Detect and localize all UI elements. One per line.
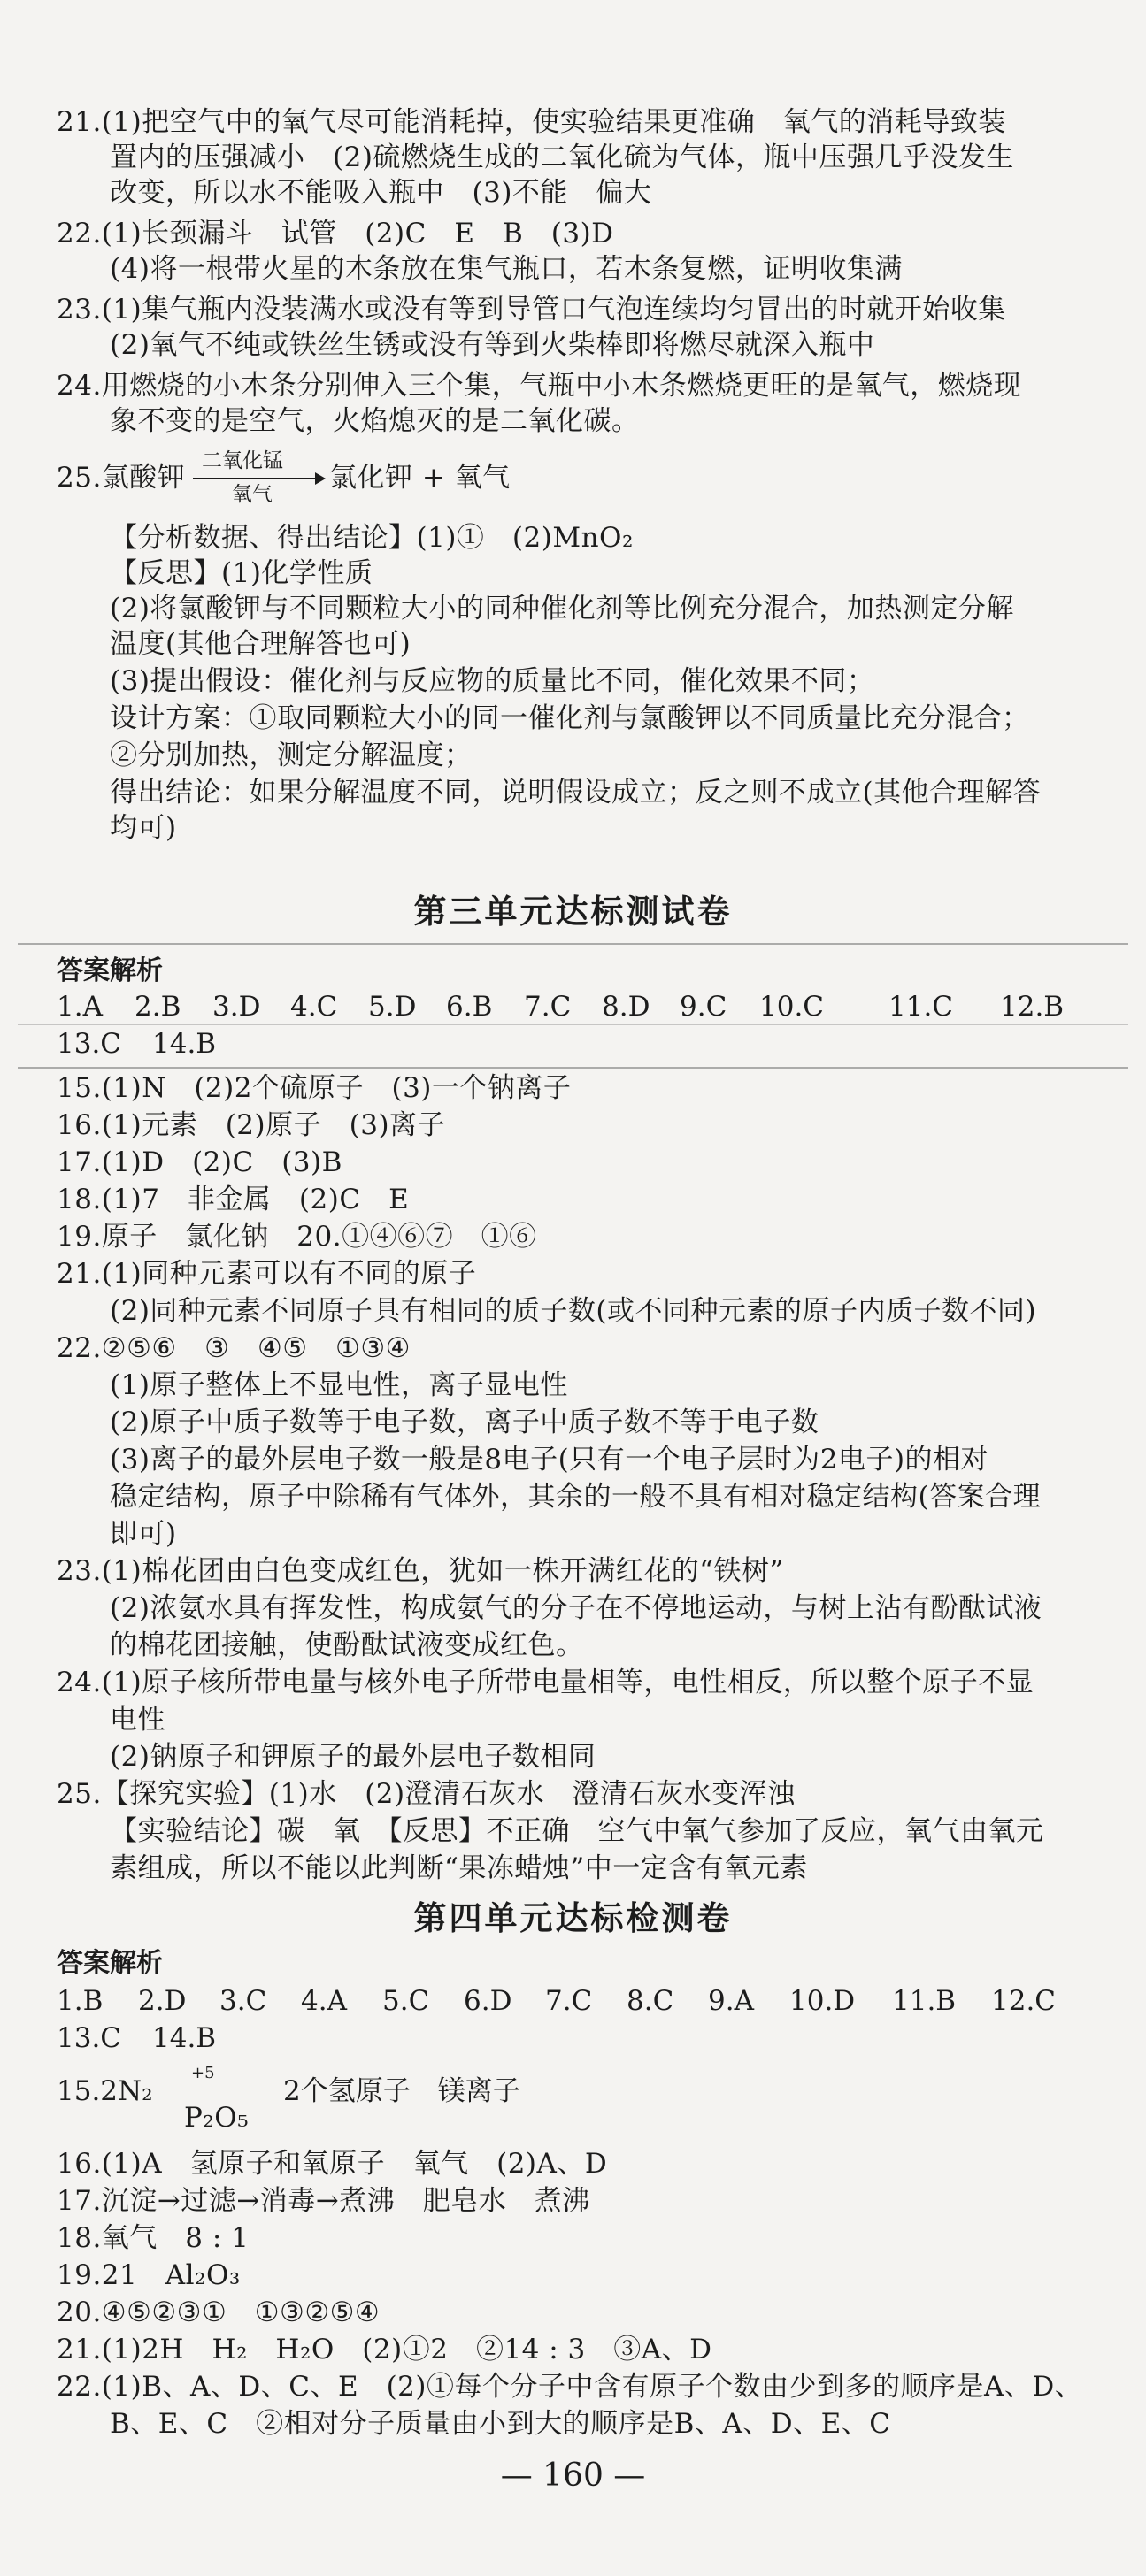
mc-answer: 11.C	[888, 991, 954, 1023]
answer-line: 象不变的是空气，火焰熄灭的是二氧化碳。	[110, 405, 640, 437]
mc-answer: 5.D	[368, 991, 417, 1023]
answer-part: 2个氢原子 镁离子	[283, 2075, 520, 2107]
answer-line: (1)原子整体上不显电性，离子显电性	[110, 1369, 568, 1401]
answer-line: 【分析数据、得出结论】(1)① (2)MnO₂	[110, 522, 634, 554]
answer-line: 23.(1)集气瓶内没装满水或没有等到导管口气泡连续均匀冒出的时就开始收集	[57, 294, 1006, 326]
answer-line: 16.(1)元素 (2)原子 (3)离子	[57, 1109, 446, 1141]
answer-line: 素组成，所以不能以此判断“果冻蜡烛”中一定含有氧元素	[110, 1852, 808, 1884]
mc-answer: 13.C	[57, 2022, 122, 2054]
answer-line: 稳定结构，原子中除稀有气体外，其余的一般不具有相对稳定结构(答案合理	[110, 1481, 1042, 1513]
answer-line: 22.(1)B、A、D、C、E (2)①每个分子中含有原子个数由少到多的顺序是A、D、	[57, 2371, 1083, 2403]
answer-line: 【实验结论】碳 氧 【反思】不正确 空气中氧气参加了反应，氧气由氧元	[110, 1815, 1044, 1847]
mc-answer: 9.C	[680, 991, 727, 1023]
mc-answer: 14.B	[152, 1028, 217, 1060]
mc-answer: 5.C	[382, 1985, 430, 2017]
mc-answer: 6.D	[464, 1985, 512, 2017]
valence-mark: +5	[191, 2064, 215, 2082]
divider	[18, 943, 1128, 945]
equation-condition: 氧气	[232, 483, 273, 506]
answer-line: 19.原子 氯化钠 20.①④⑥⑦ ①⑥	[57, 1221, 537, 1253]
answer-line: (3)离子的最外层电子数一般是8电子(只有一个电子层时为2电子)的相对	[110, 1444, 989, 1476]
section-title: 第四单元达标检测卷	[413, 1899, 733, 1937]
answer-line: 即可)	[110, 1518, 177, 1550]
answer-part: 15.2N₂	[57, 2075, 153, 2107]
reaction-arrow-icon	[193, 478, 324, 479]
answer-line: 得出结论：如果分解温度不同，说明假设成立；反之则不成立(其他合理解答	[110, 777, 1042, 809]
mc-answer: 2.D	[138, 1985, 187, 2017]
mc-answer: 6.B	[446, 991, 493, 1023]
answer-line: 22.②⑤⑥ ③ ④⑤ ①③④	[57, 1332, 411, 1364]
answers-label: 答案解析	[57, 955, 163, 986]
formula-with-valence: P₂O₅	[184, 2102, 250, 2134]
answer-line: 25.【探究实验】(1)水 (2)澄清石灰水 澄清石灰水变浑浊	[57, 1778, 796, 1810]
answer-line: 21.(1)2H H₂ H₂O (2)①2 ②14 : 3 ③A、D	[57, 2334, 712, 2365]
answer-line: 设计方案：①取同颗粒大小的同一催化剂与氯酸钾以不同质量比充分混合；	[110, 702, 1030, 734]
answer-line: (2)氧气不纯或铁丝生锈或没有等到火柴棒即将燃尽就深入瓶中	[110, 329, 875, 361]
answer-line: (2)钠原子和钾原子的最外层电子数相同	[110, 1741, 596, 1773]
answer-line: 18.(1)7 非金属 (2)C E	[57, 1184, 410, 1215]
answer-line: 21.(1)把空气中的氧气尽可能消耗掉，使实验结果更准确 氧气的消耗导致装	[57, 106, 1006, 138]
mc-answer: 7.C	[524, 991, 572, 1023]
mc-answer: 14.B	[152, 2022, 217, 2054]
answer-line: 23.(1)棉花团由白色变成红色，犹如一株开满红花的“铁树”	[57, 1555, 784, 1587]
answer-line: 21.(1)同种元素可以有不同的原子	[57, 1258, 477, 1290]
mc-answer: 10.C	[759, 991, 825, 1023]
answer-line: 16.(1)A 氢原子和氧原子 氧气 (2)A、D	[57, 2148, 608, 2180]
answer-line: (4)将一根带火星的木条放在集气瓶口，若木条复燃，证明收集满	[110, 253, 903, 285]
answer-line: 温度(其他合理解答也可)	[110, 628, 411, 660]
answer-line: (3)提出假设：催化剂与反应物的质量比不同，催化效果不同；	[110, 665, 875, 697]
mc-answer: 3.D	[212, 991, 261, 1023]
mc-answer: 8.D	[602, 991, 650, 1023]
page-number: — 160 —	[500, 2457, 646, 2494]
answer-line: ②分别加热，测定分解温度；	[110, 740, 473, 771]
answer-line: 15.(1)N (2)2个硫原子 (3)一个钠离子	[57, 1072, 572, 1104]
answer-line: 19.21 Al₂O₃	[57, 2259, 241, 2291]
answer-line: 24.(1)原子核所带电量与核外电子所带电量相等，电性相反，所以整个原子不显	[57, 1667, 1034, 1698]
answer-line: 的棉花团接触，使酚酞试液变成红色。	[110, 1629, 584, 1661]
mc-answer: 1.B	[57, 1985, 104, 2017]
mc-answer: 7.C	[545, 1985, 593, 2017]
answer-line: B、E、C ②相对分子质量由小到大的顺序是B、A、D、E、C	[110, 2408, 891, 2440]
mc-answer: 12.C	[991, 1985, 1057, 2017]
equation-catalyst: 二氧化锰	[202, 449, 283, 472]
answer-line: (2)原子中质子数等于电子数，离子中质子数不等于电子数	[110, 1407, 819, 1438]
answer-line: (2)将氯酸钾与不同颗粒大小的同种催化剂等比例充分混合，加热测定分解	[110, 593, 1014, 625]
mc-answer: 10.D	[789, 1985, 856, 2017]
answers-label: 答案解析	[57, 1948, 163, 1979]
answer-line: 22.(1)长颈漏斗 试管 (2)C E B (3)D	[57, 218, 614, 249]
answer-line: 电性	[110, 1704, 165, 1736]
mc-answer: 13.C	[57, 1028, 122, 1060]
mc-answer: 9.A	[708, 1985, 754, 2017]
mc-answer: 11.B	[892, 1985, 957, 2017]
answer-line: 18.氧气 8 : 1	[57, 2222, 250, 2254]
answer-line: 20.④⑤②③① ①③②⑤④	[57, 2296, 381, 2328]
divider	[18, 1067, 1128, 1069]
section-title: 第三单元达标测试卷	[413, 893, 733, 931]
answer-line: 改变，所以水不能吸入瓶中 (3)不能 偏大	[110, 177, 652, 209]
mc-answer: 8.C	[627, 1985, 674, 2017]
mc-answer: 4.A	[301, 1985, 347, 2017]
equation-reactant: 25.氯酸钾	[57, 462, 186, 494]
answer-line: 24.用燃烧的小木条分别伸入三个集，气瓶中小木条燃烧更旺的是氧气，燃烧现	[57, 370, 1022, 402]
answer-line: (2)同种元素不同原子具有相同的质子数(或不同种元素的原子内质子数不同)	[110, 1295, 1037, 1327]
divider	[18, 1024, 1128, 1025]
mc-answer: 3.C	[219, 1985, 267, 2017]
answer-line: (2)浓氨水具有挥发性，构成氨气的分子在不停地运动，与树上沾有酚酞试液	[110, 1592, 1042, 1624]
answer-line: 17.(1)D (2)C (3)B	[57, 1146, 342, 1178]
answer-line: 置内的压强减小 (2)硫燃烧生成的二氧化硫为气体，瓶中压强几乎没发生	[110, 142, 1014, 173]
answer-line: 均可)	[110, 812, 177, 844]
mc-answer: 12.B	[1000, 991, 1065, 1023]
answer-line: 【反思】(1)化学性质	[110, 557, 373, 589]
equation-products: 氯化钾 + 氧气	[329, 462, 511, 494]
mc-answer: 1.A	[57, 991, 103, 1023]
mc-answer: 2.B	[135, 991, 181, 1023]
answer-line: 17.沉淀→过滤→消毒→煮沸 肥皂水 煮沸	[57, 2185, 590, 2217]
mc-answer: 4.C	[290, 991, 338, 1023]
